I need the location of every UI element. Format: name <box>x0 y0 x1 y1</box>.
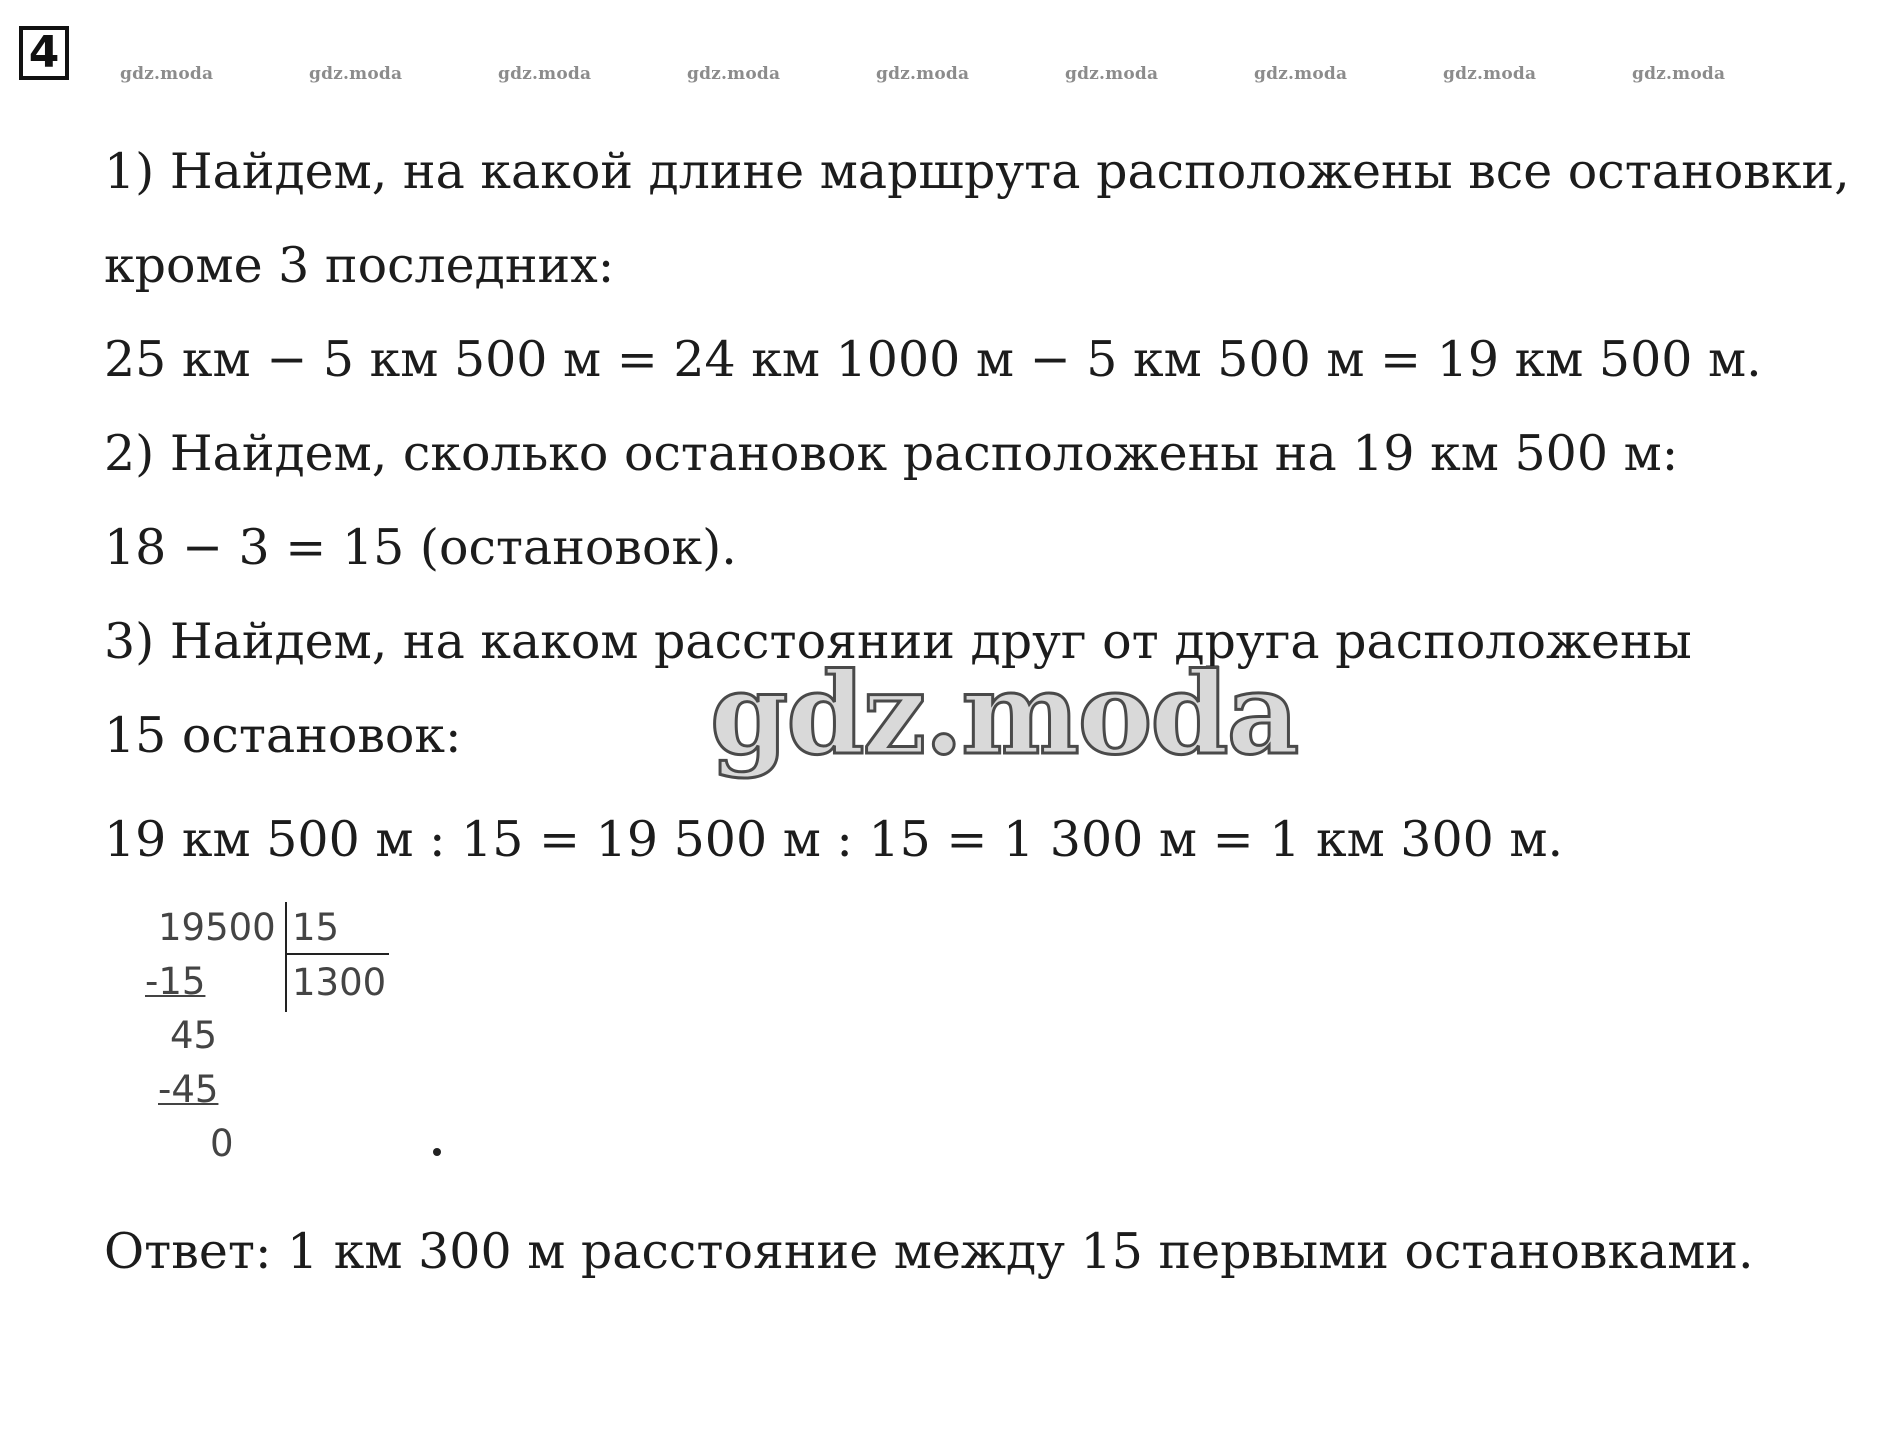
solution-calc-3: 19 км 500 м : 15 = 19 500 м : 15 = 1 300 м = 1 км 300 м. <box>104 811 1564 868</box>
division-step-subtract: -45 <box>158 1068 219 1111</box>
solution-calc-1: 25 км − 5 км 500 м = 24 км 1000 м − 5 км 500 м = 19 км 500 м. <box>104 331 1762 388</box>
watermark-text: gdz.moda <box>1065 64 1159 84</box>
watermark-text: gdz.moda <box>498 64 592 84</box>
answer-line: Ответ: 1 км 300 м расстояние между 15 первыми остановками. <box>104 1223 1754 1280</box>
division-vertical-line <box>285 902 287 1012</box>
task-number-badge: 4 <box>19 26 69 80</box>
solution-step-1: 1) Найдем, на какой длине маршрута расположены все остановки, <box>104 143 1850 200</box>
stray-dot <box>433 1148 441 1156</box>
solution-step-2: 2) Найдем, сколько остановок расположены на 19 км 500 м: <box>104 425 1679 482</box>
division-divisor: 15 <box>292 906 340 949</box>
watermark-text: gdz.moda <box>1254 64 1348 84</box>
division-step-subtract: -15 <box>145 960 206 1003</box>
division-dividend: 19500 <box>158 906 276 949</box>
watermark-strip <box>120 64 1726 86</box>
solution-step-3-cont: 15 остановок: <box>104 707 462 764</box>
watermark-text: gdz.moda <box>309 64 403 84</box>
watermark-logo: gdz.moda <box>710 649 1298 780</box>
division-step-remainder: 45 <box>170 1014 218 1057</box>
watermark-text: gdz.moda <box>876 64 970 84</box>
solution-step-3: 3) Найдем, на каком расстоянии друг от друга расположены <box>104 613 1692 670</box>
division-horizontal-line <box>286 953 389 955</box>
long-division <box>140 900 420 1180</box>
solution-calc-2: 18 − 3 = 15 (остановок). <box>104 519 737 576</box>
watermark-text: gdz.moda <box>1632 64 1726 84</box>
watermark-text: gdz.moda <box>120 64 214 84</box>
division-step-remainder: 0 <box>210 1122 234 1165</box>
division-quotient: 1300 <box>292 961 387 1004</box>
solution-step-1-cont: кроме 3 последних: <box>104 237 615 294</box>
watermark-text: gdz.moda <box>687 64 781 84</box>
watermark-text: gdz.moda <box>1443 64 1537 84</box>
